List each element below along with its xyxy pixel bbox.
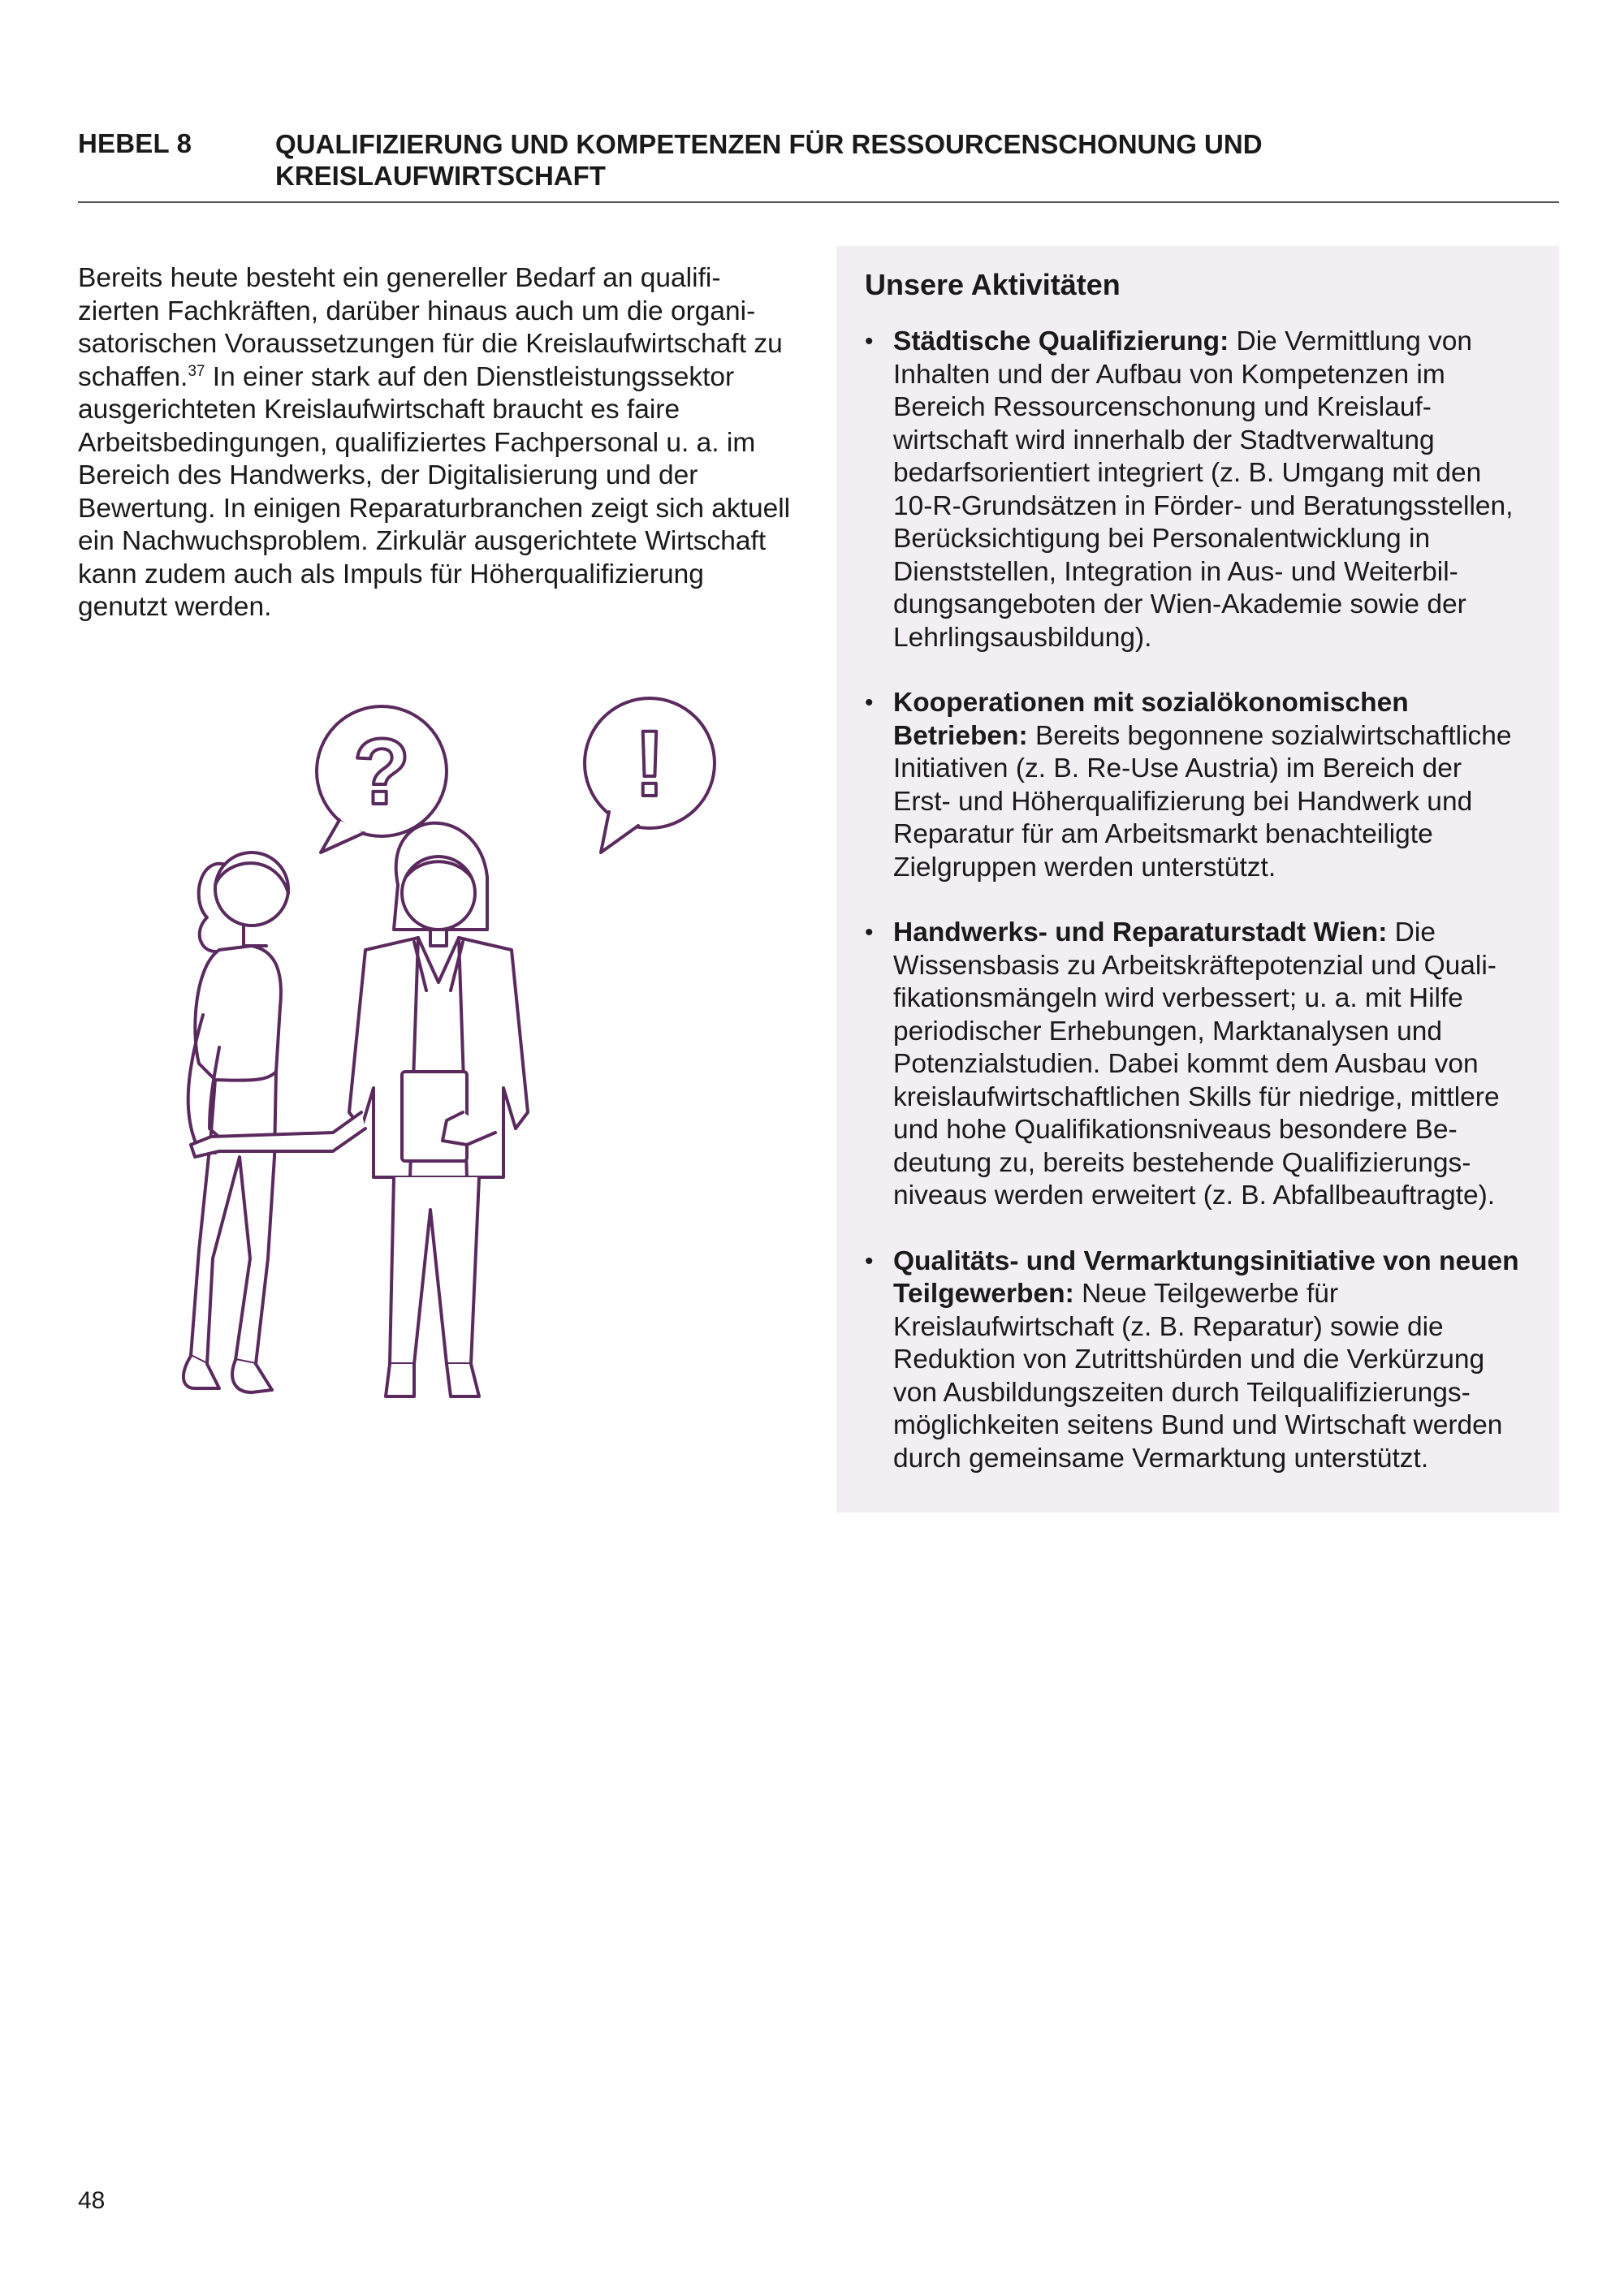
two-people-conversation-icon xyxy=(122,690,771,1421)
intro-text-part-1: Bereits heute besteht ein genereller Bedarf an qualifizierten Fachkräften, darüber hinaus auch um die organisatorischen Voraussetzungen für die Kreislaufwirtschaft zu schaffen. xyxy=(78,263,783,392)
intro-text-part-2: In einer stark auf den Dienstleistungssektor ausgerichteten Kreislaufwirtschaft braucht es faire Arbeitsbedingungen, qualifiziertes Fachpersonal u. a. im Bereich des Handwerks, der Digitalisierung und der Bewertung. In einigen Reparaturbranchen zeigt sich aktuell ein Nachwuchsproblem. Zirkulär ausgerichtete Wirtschaft kann zudem auch als Impuls für Höherqualifizierung genutzt werden. xyxy=(78,361,791,622)
activity-item xyxy=(865,917,1527,1213)
exclamation-mark-glyph: ! xyxy=(633,712,666,816)
section-title: QUALIFIZIERUNG UND KOMPETENZEN FÜR RESSOURCENSCHONUNG UND KREISLAUFWIRTSCHAFT xyxy=(275,129,1263,191)
bullet: • xyxy=(865,689,874,716)
activity-item xyxy=(865,326,1527,654)
woman-figure xyxy=(184,852,288,1392)
activities-heading: Unsere Aktivitäten xyxy=(865,268,1121,301)
activities-box xyxy=(836,246,1559,1513)
activity-item xyxy=(865,1245,1527,1476)
lever-label: HEBEL 8 xyxy=(78,128,192,158)
footnote-reference[interactable]: 37 xyxy=(188,362,205,380)
activity-text: Neue Teilgewerbe für Kreislaufwirtschaft (z. B. Reparatur) sowie die Reduktion von Zutrittshürden und die Verkürzung von Ausbildungszeiten durch Teilqualifizierungsmöglichkeiten seitens Bund und Wirtschaft werden durch gemeinsame Vermarktung unterstützt. xyxy=(893,1279,1503,1474)
activity-text: Bereits begonnene sozialwirtschaftliche Initiativen (z. B. Re-Use Austria) im Bereich der Erst- und Höherqualifizierung bei Handwerk und Reparatur für am Arbeitsmarkt benachteiligte Zielgruppen werden unterstützt. xyxy=(893,720,1512,883)
page-number: 48 xyxy=(78,2187,106,2214)
section-header xyxy=(78,128,1559,203)
bullet: • xyxy=(865,919,874,946)
intro-paragraph xyxy=(78,262,793,624)
activity-title: Qualitäts- und Vermarktungsinitiative von neuen Teilgewerben: xyxy=(893,1245,1519,1309)
bullet: • xyxy=(865,328,874,355)
activity-item xyxy=(865,687,1527,884)
bullet: • xyxy=(865,1247,874,1275)
activity-text: Die Vermittlung von Inhalten und der Aufbau von Kompetenzen im Bereich Ressourcenschonung und Kreislaufwirtschaft wird innerhalb der Stadtverwaltung bedarfsorientiert integriert (z. B. Umgang mit den 10-R-Grundsätzen in Förder- und Beratungsstellen, Berücksichtigung bei Personalentwicklung in Dienststellen, Integration in Aus- und Weiterbildungsangeboten der Wien-Akademie sowie der Lehrlingsausbildung). xyxy=(893,326,1514,653)
activity-title: Handwerks- und Reparaturstadt Wien: xyxy=(893,917,1388,947)
question-mark-glyph: ? xyxy=(352,720,411,824)
activity-title: Städtische Qualifizierung: xyxy=(893,326,1229,356)
activity-text: Die Wissensbasis zu Arbeitskräftepotenzial und Qualifikationsmängeln wird verbessert; u. a. mit Hilfe periodischer Erhebungen, Marktanalysen und Potenzialstudien. Dabei kommt dem Ausbau von kreislaufwirtschaftlichen Skills für niedrige, mittlere und hohe Qualifikationsniveaus besondere Bedeutung zu, bereits bestehende Qualifizierungsniveaus werden erweitert (z. B. Abfallbeauftragte). xyxy=(893,917,1500,1211)
activity-title: Kooperationen mit sozialökonomischen Betrieben: xyxy=(893,688,1409,751)
